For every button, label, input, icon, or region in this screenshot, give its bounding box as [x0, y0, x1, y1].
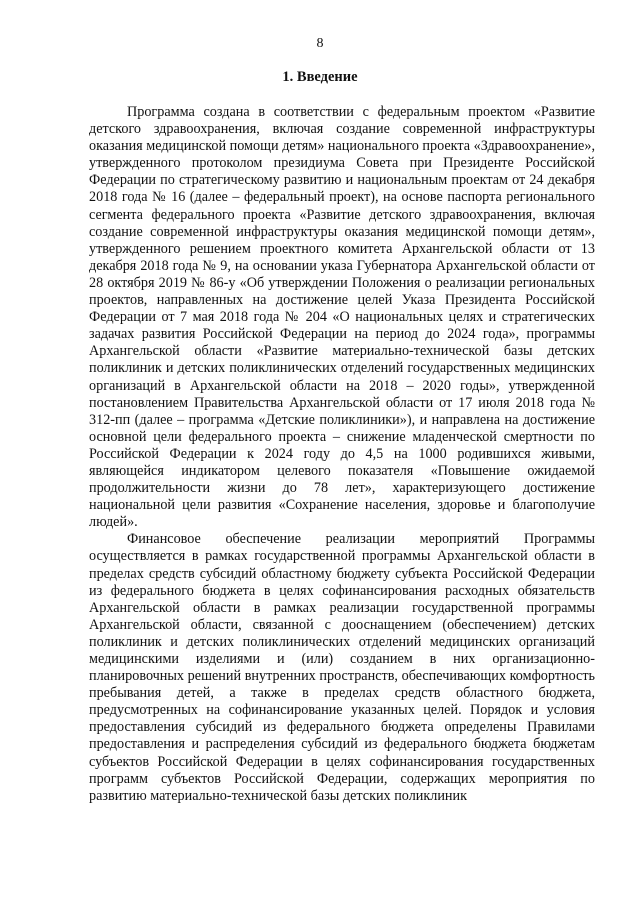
section-heading: 1. Введение: [282, 69, 358, 85]
paragraph-financing: Финансовое обеспечение реализации мероприятий Программы осуществляется в рамках государственной программы Архангельской области в пределах средств субсидий областному бюджету субъекта Российской Федерации из федерального бюджета в целях софинансирования расходных обязательств Архангельской области в рамках реализации государственной программы Архангельской области, связанной с дооснащением (обеспечением) детских поликлиник и детских поликлинических отделений медицинских организаций медицинскими изделиями и (или) созданием в них организационно-планировочных решений внутренних пространств, обеспечивающих комфортность пребывания детей, а также в пределах средств областного бюджета, предусмотренных на софинансирование указанных целей. Порядок и условия предоставления субсидий из федерального бюджета определены Правилами предоставления и распределения субсидий из федерального бюджета бюджетам субъектов Российской Федерации в целях софинансирования государственных программ субъектов Российской Федерации, содержащих мероприятия по развитию материально-технической базы детских поликлиник: [89, 531, 595, 804]
page-number: 8: [316, 36, 324, 51]
paragraph-introduction: Программа создана в соответствии с федеральным проектом «Развитие детского здравоохранения, включая создание современной инфраструктуры оказания медицинской помощи детям» национального проекта «Здравоохранение», утвержденного протоколом президиума Совета при Президенте Российской Федерации по стратегическому развитию и национальным проектам от 24 декабря 2018 года № 16 (далее – федеральный проект), на основе паспорта регионального сегмента федерального проекта «Развитие детского здравоохранения, включая создание современной инфраструктуры оказания медицинской помощи детям», утвержденного решением проектного комитета Архангельской области от 13 декабря 2018 года № 9, на основании указа Губернатора Архангельской области от 28 октября 2019 № 86-у «Об утверждении Положения о реализации региональных проектов, направленных на достижение целей Указа Президента Российской Федерации от 7 мая 2018 года № 204 «О национальных целях и стратегических задачах развития Российской Федерации на период до 2024 года», программы Архангельской области «Развитие материально-технической базы детских поликлиник и детских поликлинических отделений государственных медицинских организаций в Архангельской области на 2018 – 2020 годы», утвержденной постановлением Правительства Архангельской области от 17 июля 2018 года № 312-пп (далее – программа «Детские поликлиники»), и направлена на достижение основной цели федерального проекта – снижение младенческой смертности по Российской Федерации к 2024 году до 4,5 на 1000 родившихся живыми, являющейся индикатором целевого показателя «Повышение ожидаемой продолжительности жизни до 78 лет», характеризующего достижение национальной цели развития «Сохранение населения, здоровье и благополучие людей».: [89, 104, 595, 531]
body-text: [89, 104, 595, 805]
